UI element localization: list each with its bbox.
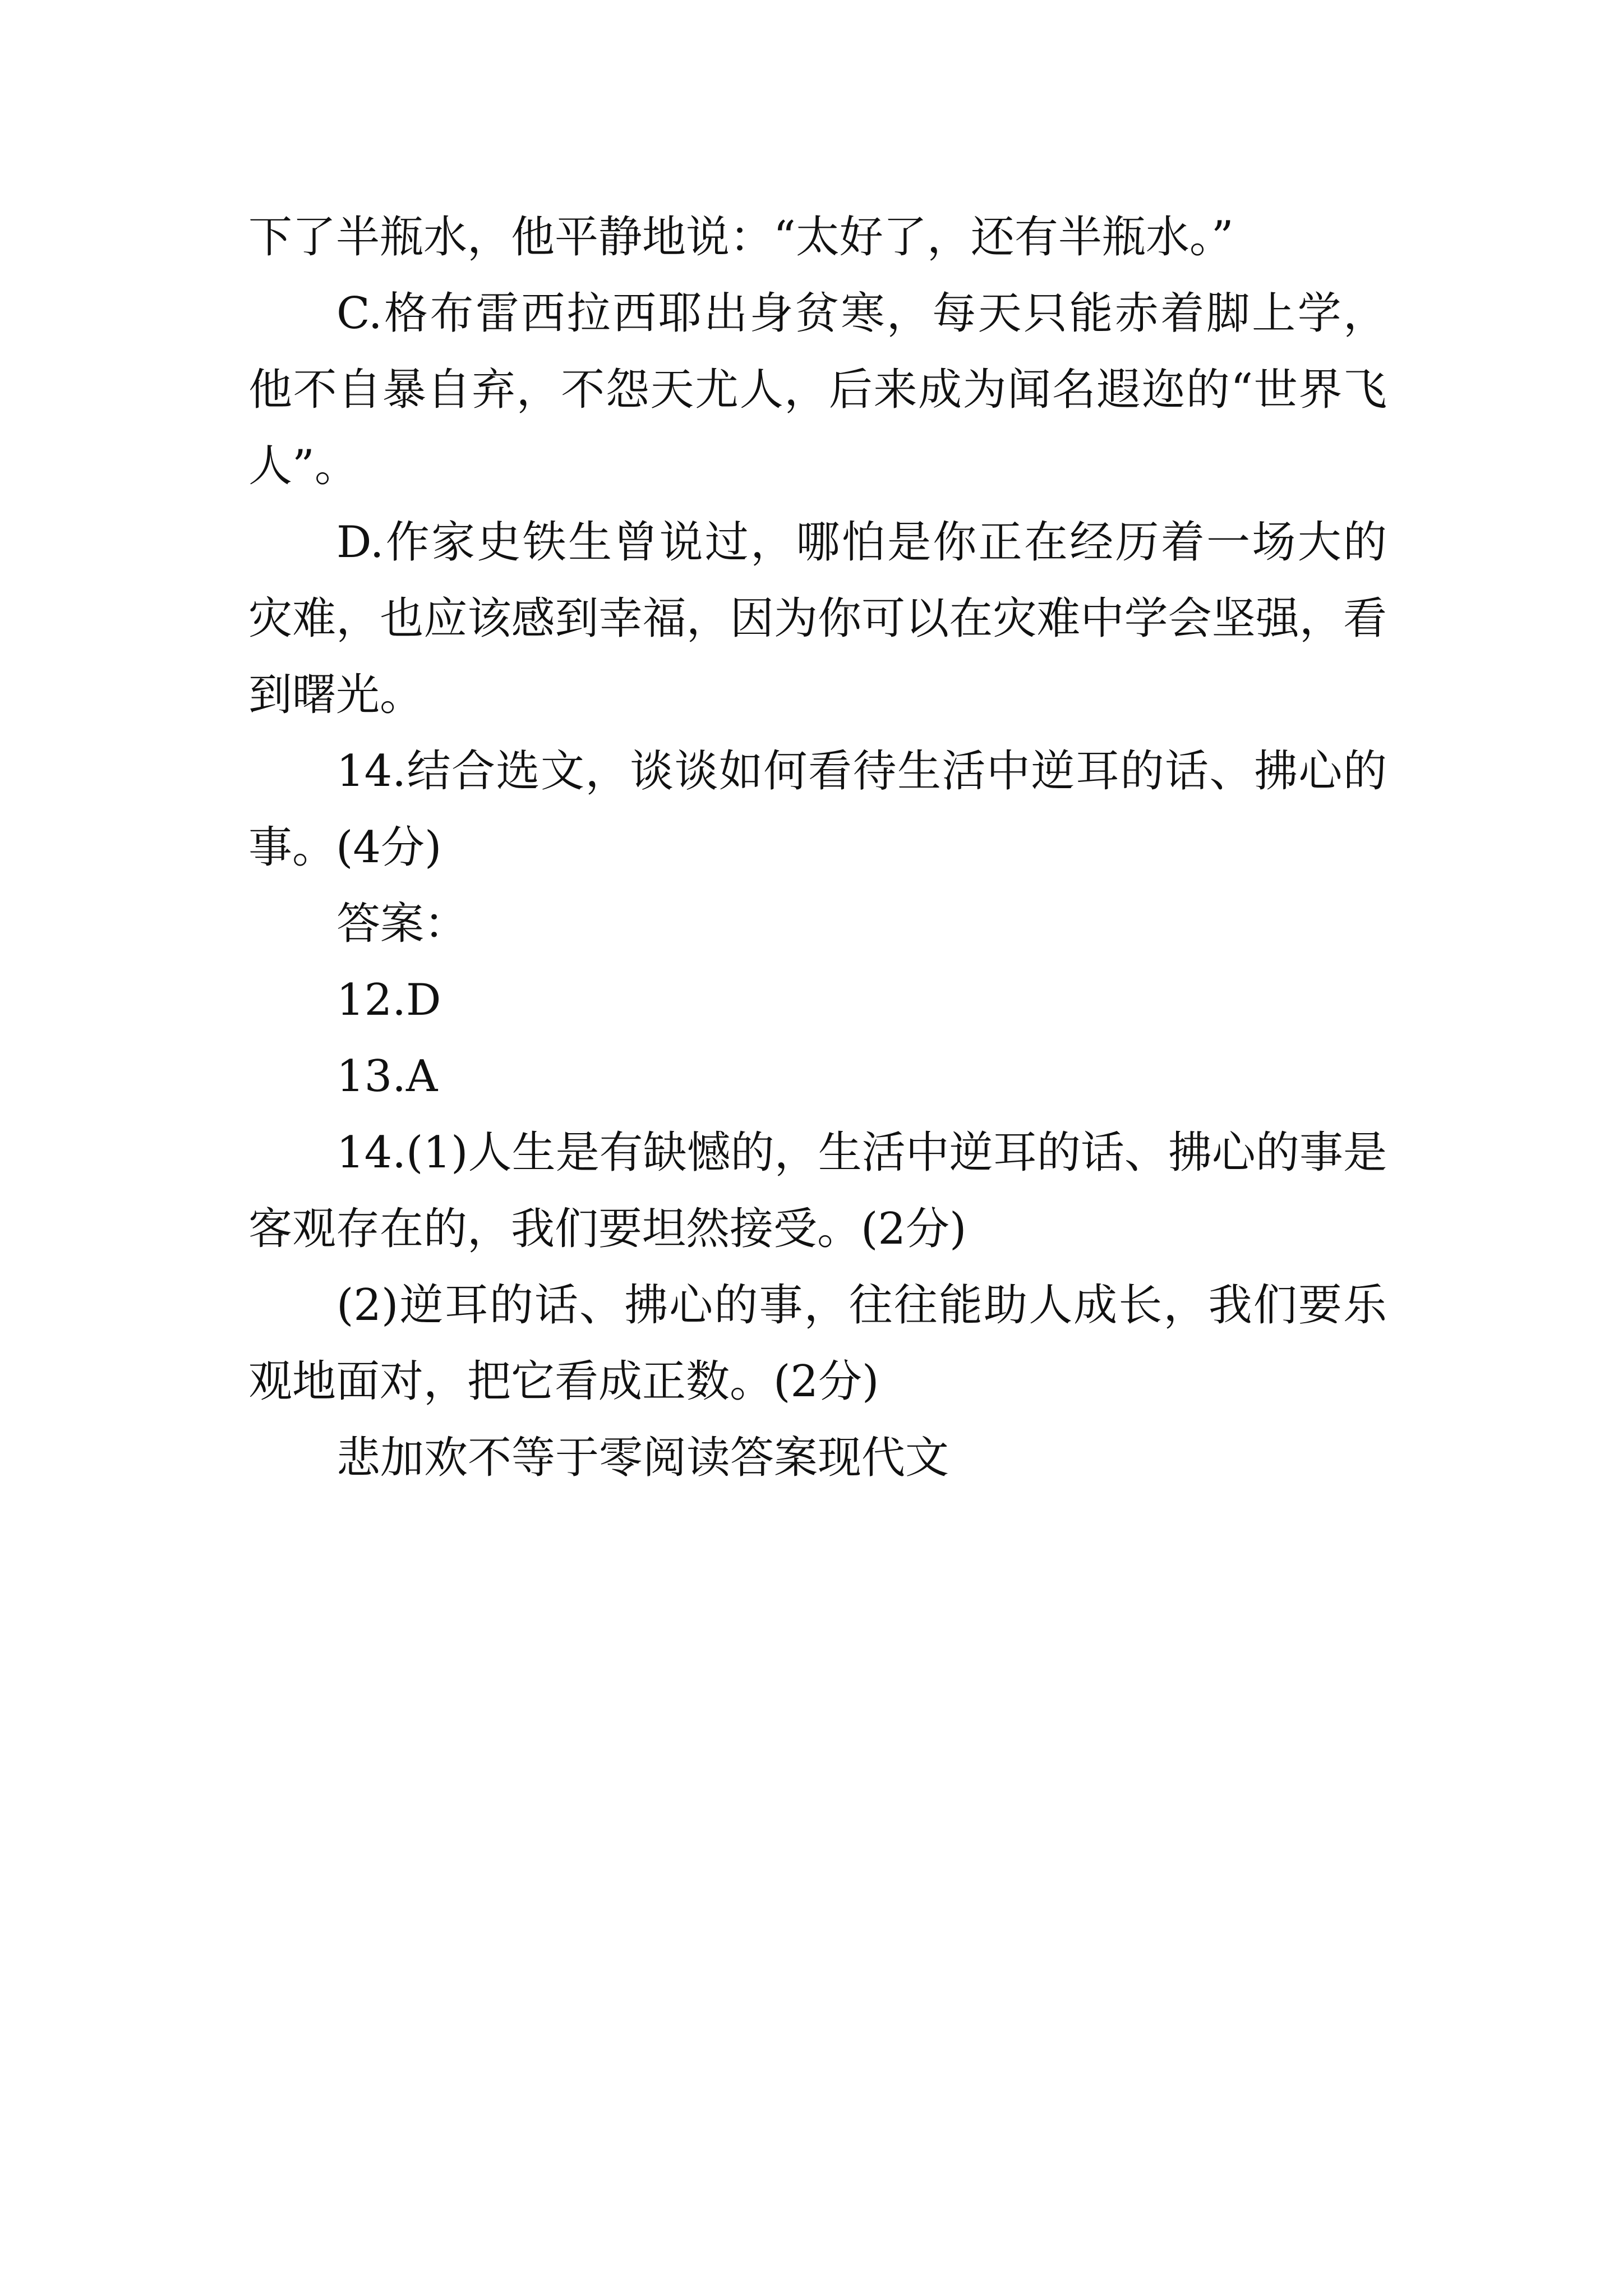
continued-paragraph: 下了半瓶水，他平静地说：“太好了，还有半瓶水。” <box>248 212 1234 263</box>
option-c: C.格布雷西拉西耶出身贫寒，每天只能赤着脚上学，他不自暴自弃，不怨天尤人，后来成为闻名遐迩的“世界飞人”。 <box>248 288 1387 491</box>
answer-14-part-2: (2)逆耳的话、拂心的事，往往能助人成长，我们要乐观地面对，把它看成正数。(2分) <box>248 1280 1387 1407</box>
answer-heading: 答案： <box>336 899 468 949</box>
question-14: 14.结合选文，谈谈如何看待生活中逆耳的话、拂心的事。(4分) <box>248 746 1387 873</box>
document-footer-title: 悲加欢不等于零阅读答案现代文 <box>336 1433 949 1483</box>
answer-14-part-1: 14.(1)人生是有缺憾的，生活中逆耳的话、拂心的事是客观存在的，我们要坦然接受。(2分) <box>248 1128 1387 1254</box>
document-body <box>248 199 1387 1496</box>
option-d: D.作家史铁生曾说过，哪怕是你正在经历着一场大的灾难，也应该感到幸福，因为你可以在灾难中学会坚强，看到曙光。 <box>248 517 1387 720</box>
answer-13: 13.A <box>336 1051 438 1102</box>
answer-12: 12.D <box>336 975 441 1025</box>
